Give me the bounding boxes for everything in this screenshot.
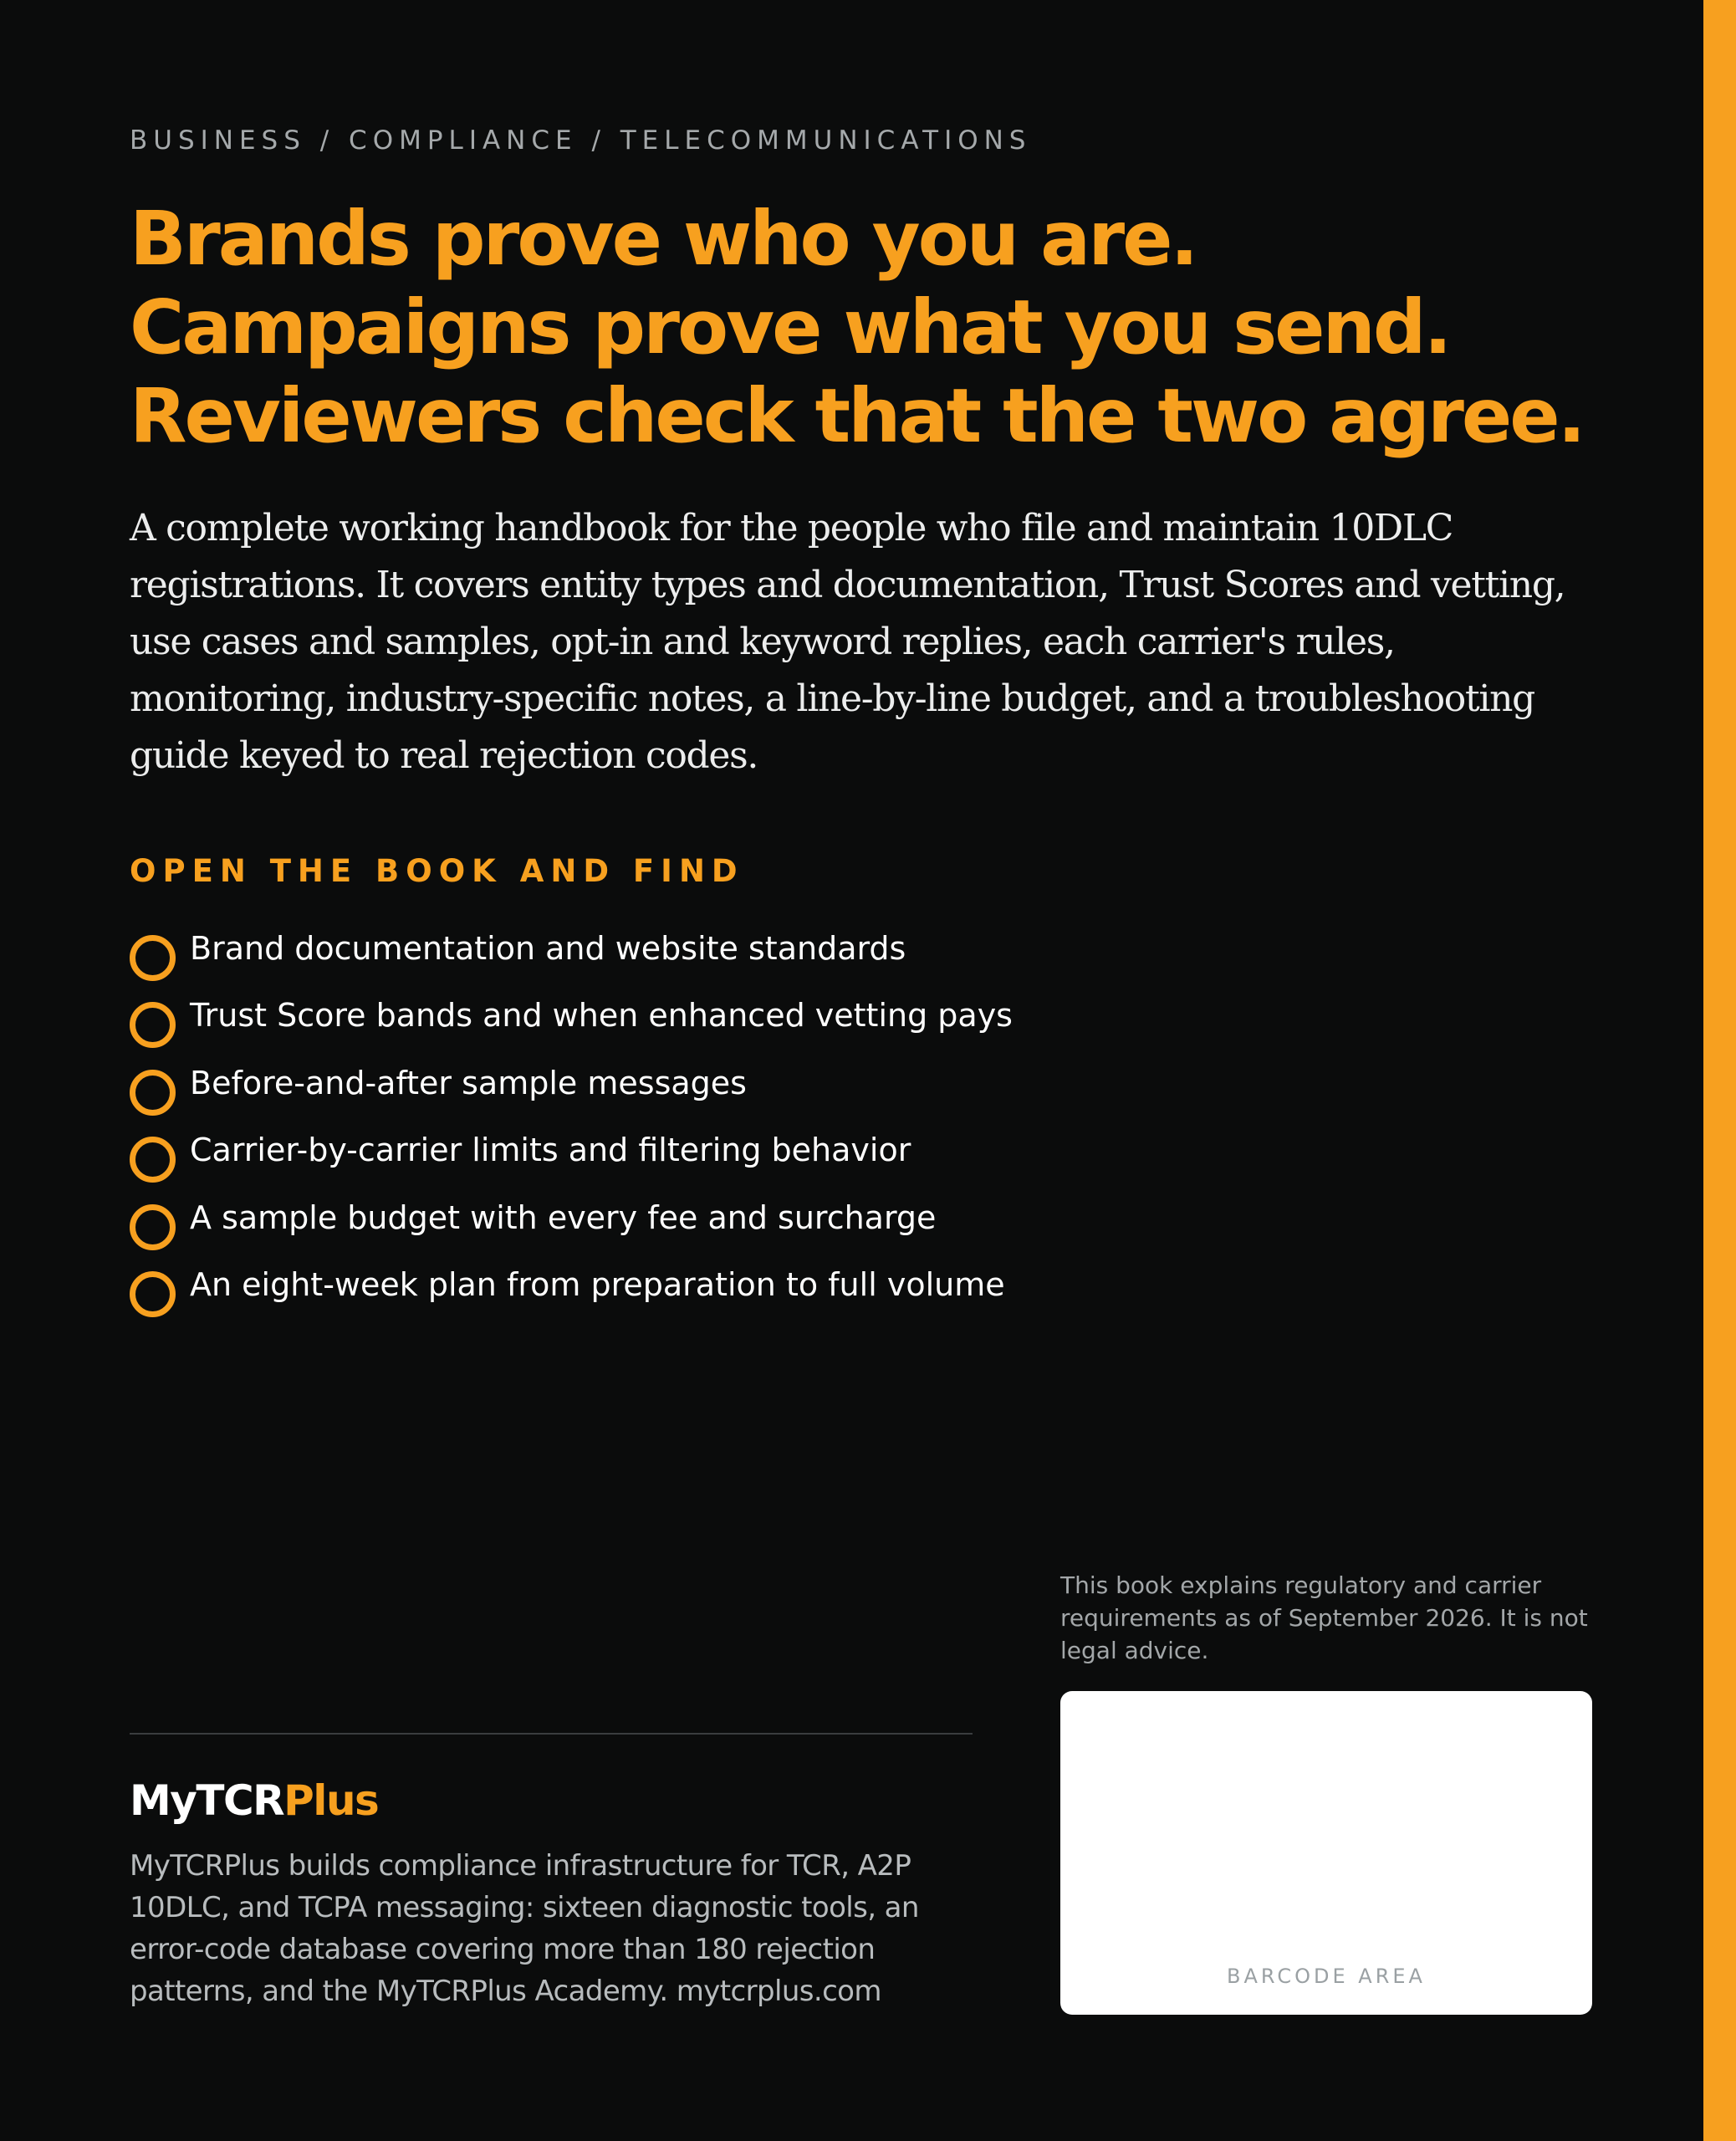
legal-disclaimer: This book explains regulatory and carrier requirements as of September 2026. It is not legal advice. bbox=[1060, 1571, 1588, 1664]
feature-item bbox=[130, 1263, 1013, 1330]
headline-line-2: Campaigns prove what you send. bbox=[130, 284, 1450, 370]
feature-text: An eight-week plan from preparation to full volume bbox=[190, 1265, 1005, 1303]
logo-accent-text: Plus bbox=[283, 1776, 379, 1825]
feature-item bbox=[130, 1196, 1013, 1263]
category-breadcrumb: BUSINESS / COMPLIANCE / TELECOMMUNICATIONS bbox=[130, 125, 1032, 156]
features-list bbox=[130, 927, 1013, 1330]
intro-paragraph: A complete working handbook for the people who file and maintain 10DLC registrations. It covers entity types and documentation, Trust Scores and vetting, use cases and samples, opt-in and keyword replies, each carrier's rules, monitoring, industry-specific notes, a line-by-line budget, and a troubleshooting guide keyed to real rejection codes. bbox=[130, 507, 1565, 777]
circle-outline-icon bbox=[130, 1002, 176, 1048]
circle-outline-icon bbox=[130, 1204, 176, 1250]
feature-item bbox=[130, 994, 1013, 1060]
feature-text: A sample budget with every fee and surcharge bbox=[190, 1198, 937, 1236]
feature-item bbox=[130, 927, 1013, 994]
feature-text: Trust Score bands and when enhanced vetting pays bbox=[190, 997, 1013, 1035]
divider bbox=[130, 1733, 973, 1735]
headline bbox=[130, 194, 1635, 460]
circle-outline-icon bbox=[130, 1271, 176, 1317]
feature-item bbox=[130, 1128, 1013, 1195]
feature-item bbox=[130, 1061, 1013, 1128]
feature-text: Brand documentation and website standards bbox=[190, 930, 906, 967]
feature-text: Carrier-by-carrier limits and filtering behavior bbox=[190, 1132, 911, 1169]
circle-outline-icon bbox=[130, 1137, 176, 1183]
publisher-logo bbox=[130, 1776, 378, 1825]
headline-line-3: Reviewers check that the two agree. bbox=[130, 372, 1584, 459]
publisher-blurb: MyTCRPlus builds compliance infrastructure for TCR, A2P 10DLC, and TCPA messaging: sixteen diagnostic tools, an error-code database covering more than 180 rejection patterns, and the MyTCRPlus Academy. mytcrplus.com bbox=[130, 1849, 919, 2008]
feature-text: Before-and-after sample messages bbox=[190, 1064, 747, 1101]
barcode-area bbox=[1060, 1691, 1592, 2015]
circle-outline-icon bbox=[130, 935, 176, 981]
accent-stripe bbox=[1703, 0, 1736, 2141]
headline-line-1: Brands prove who you are. bbox=[130, 195, 1197, 282]
circle-outline-icon bbox=[130, 1070, 176, 1116]
barcode-label: BARCODE AREA bbox=[1227, 1965, 1426, 1988]
logo-main-text: MyTCR bbox=[130, 1776, 284, 1825]
features-heading: OPEN THE BOOK AND FIND bbox=[130, 853, 744, 889]
